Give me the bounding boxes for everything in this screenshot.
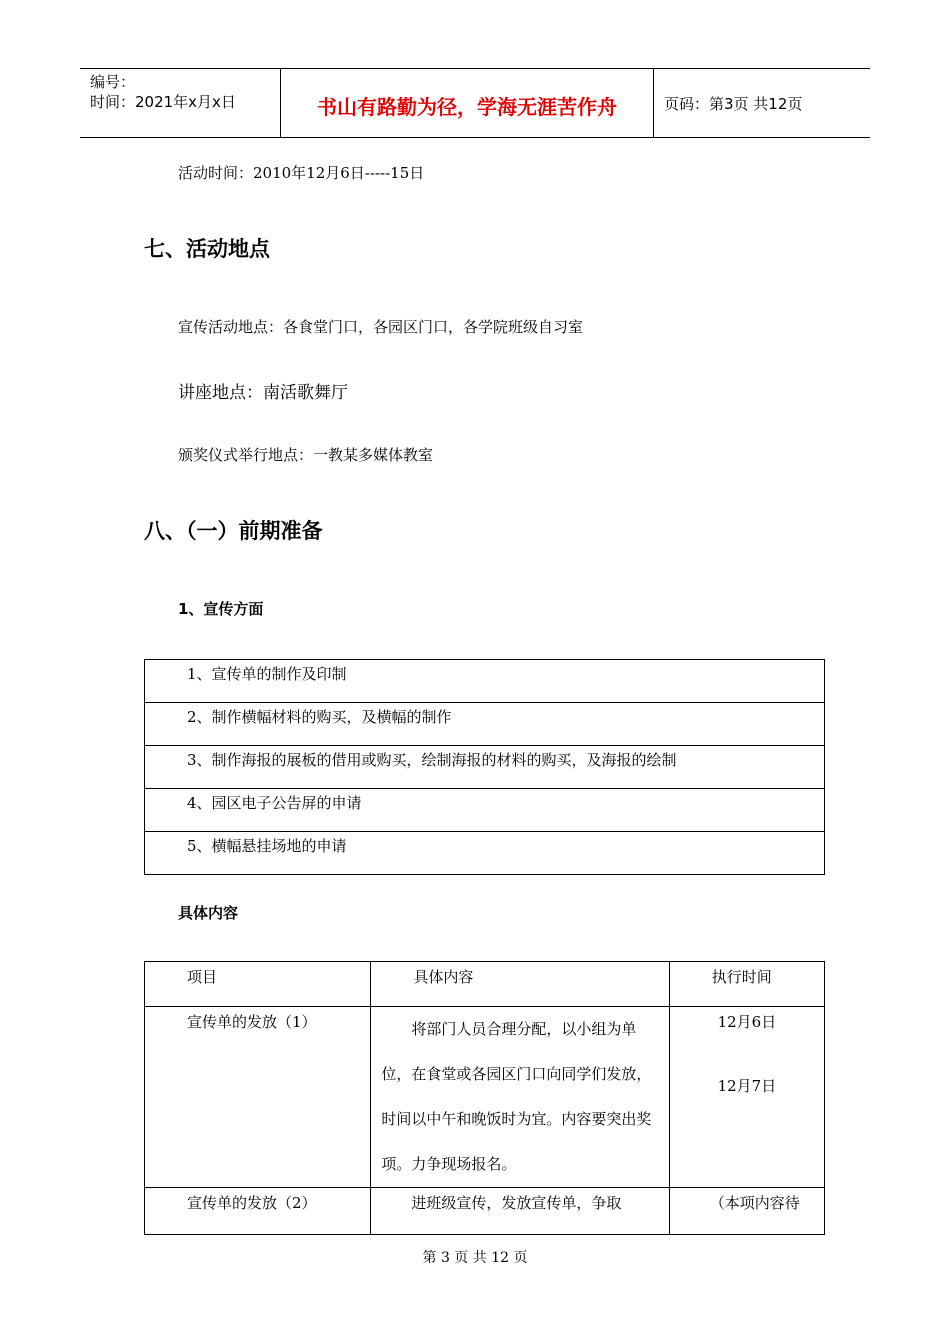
row-content: 进班级宣传，发放宣传单，争取 bbox=[411, 1194, 622, 1212]
header-content: 具体内容 bbox=[371, 962, 669, 1007]
doc-number-label: 编号： bbox=[90, 73, 136, 91]
page-header bbox=[80, 68, 870, 138]
table-header-row bbox=[145, 962, 825, 1007]
table-row bbox=[145, 789, 825, 832]
row-content-cell bbox=[371, 1188, 669, 1235]
row-content: 将部门人员合理分配，以小组为单位，在食堂或各园区门口向同学们发放，时间以中午和晚饭时为宜。内容要突出奖项。力争现场报名。 bbox=[381, 1020, 652, 1173]
header-item: 项目 bbox=[145, 962, 371, 1007]
section8-title: 八、（一）前期准备 bbox=[144, 519, 323, 543]
table-row bbox=[145, 1007, 825, 1188]
table-cell: 5、横幅悬挂场地的申请 bbox=[145, 832, 825, 875]
page-footer: 第 3 页 共 12 页 bbox=[422, 1250, 528, 1266]
location-promo: 宣传活动地点：各食堂门口，各园区门口，各学院班级自习室 bbox=[178, 318, 584, 336]
row-time-1: （本项内容待 bbox=[669, 1188, 824, 1235]
row-item: 宣传单的发放（1） bbox=[145, 1007, 371, 1188]
table-row bbox=[145, 703, 825, 746]
motto: 书山有路勤为径，学海无涯苦作舟 bbox=[317, 95, 617, 119]
row-item: 宣传单的发放（2） bbox=[145, 1188, 371, 1235]
row-content-cell bbox=[371, 1007, 669, 1188]
page-label: 页码：第3页 共12页 bbox=[664, 95, 803, 113]
details-title: 具体内容 bbox=[178, 904, 239, 922]
location-lecture: 讲座地点：南活歌舞厅 bbox=[178, 383, 348, 403]
section8-subtitle: 1、宣传方面 bbox=[178, 600, 264, 618]
time-label: 时间：2021年x月x日 bbox=[90, 93, 236, 111]
table-cell: 1、宣传单的制作及印制 bbox=[145, 660, 825, 703]
table-cell: 4、园区电子公告屏的申请 bbox=[145, 789, 825, 832]
table-row bbox=[145, 832, 825, 875]
prep-items-table bbox=[144, 659, 825, 875]
details-table bbox=[144, 961, 825, 1235]
table-row bbox=[145, 746, 825, 789]
row-time-2: 12月7日 bbox=[717, 1077, 777, 1095]
header-motto-cell bbox=[281, 69, 654, 137]
table-cell: 2、制作横幅材料的购买，及横幅的制作 bbox=[145, 703, 825, 746]
location-ceremony: 颁奖仪式举行地点：一教某多媒体教室 bbox=[178, 446, 434, 464]
table-row bbox=[145, 1188, 825, 1235]
row-time-cell bbox=[669, 1007, 824, 1188]
row-time-1: 12月6日 bbox=[717, 1013, 777, 1031]
header-meta-cell bbox=[80, 69, 281, 137]
table-row bbox=[145, 660, 825, 703]
activity-time: 活动时间：2010年12月6日-----15日 bbox=[178, 164, 425, 182]
section7-title: 七、活动地点 bbox=[144, 237, 270, 261]
table-cell: 3、制作海报的展板的借用或购买，绘制海报的材料的购买，及海报的绘制 bbox=[145, 746, 825, 789]
header-time: 执行时间 bbox=[669, 962, 824, 1007]
header-page-cell bbox=[654, 69, 870, 137]
